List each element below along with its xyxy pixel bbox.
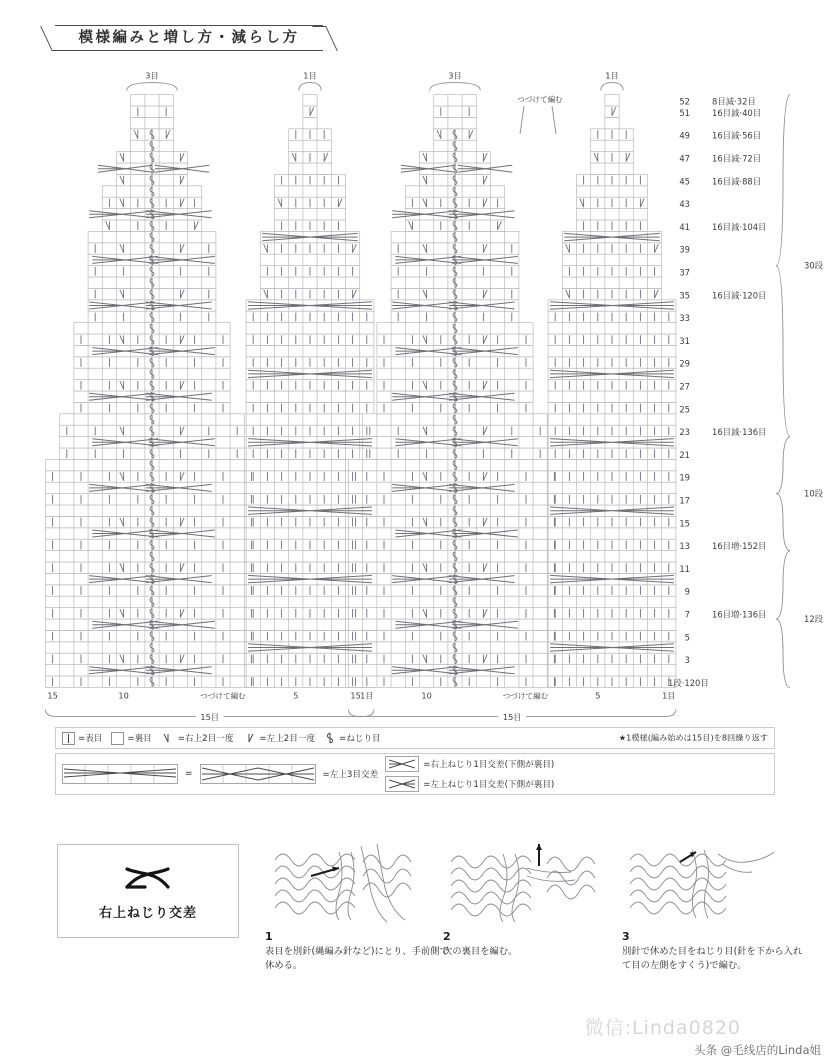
step2-number: 2: [443, 930, 451, 943]
svg-text:1目: 1目: [605, 70, 619, 81]
legend-purl-label: =裏目: [127, 734, 152, 744]
legend-basic-symbols: [55, 727, 775, 749]
legend-item-purl: [111, 732, 151, 745]
watermark-ghost: 微信:Linda0820: [584, 1017, 741, 1039]
svg-text:51: 51: [679, 107, 690, 118]
chart-legend: [55, 727, 775, 795]
svg-text:16目減·120目: 16目減·120目: [712, 290, 767, 301]
legend-left-decrease-label: =左上2目一度: [259, 734, 316, 744]
svg-text:49: 49: [679, 130, 690, 141]
legend-item-right-decrease: [161, 731, 234, 745]
svg-text:16目減·72目: 16目減·72目: [712, 153, 762, 164]
left-over-twist-cross-icon: [385, 776, 419, 792]
cable-cross-wide-icon: [62, 764, 178, 784]
svg-text:47: 47: [679, 153, 690, 164]
twisted-stitch-icon: [324, 731, 336, 745]
svg-text:13: 13: [679, 541, 690, 552]
cable-cross-3over3-icon: [200, 764, 316, 784]
pattern-chart: [0, 64, 829, 724]
svg-text:3目: 3目: [448, 70, 462, 81]
legend-left-twist-label: =左上ねじり1目交差(下側が裏目): [423, 780, 555, 790]
title-chevron-left: [55, 25, 65, 51]
watermark-handle: 头条 @毛线店的Linda姐: [694, 1043, 821, 1057]
svg-text:52: 52: [679, 96, 690, 107]
svg-text:1目: 1目: [303, 70, 317, 81]
page-title: [55, 24, 323, 52]
svg-text:41: 41: [679, 221, 690, 232]
right-over-twisted-cross-symbol: [121, 862, 175, 896]
svg-text:16目減·40目: 16目減·40目: [712, 107, 762, 118]
svg-text:15目: 15目: [502, 711, 522, 722]
legend-item-twisted: [324, 731, 381, 745]
step3-illustration: [622, 838, 808, 924]
svg-text:つづけて編む: つづけて編む: [517, 95, 563, 104]
svg-text:10: 10: [421, 690, 432, 701]
svg-text:17: 17: [679, 495, 690, 506]
svg-text:つづけて編む: つづけて編む: [200, 691, 246, 701]
step2-illustration: [443, 838, 625, 924]
svg-text:19: 19: [679, 472, 690, 483]
svg-text:7: 7: [684, 609, 690, 620]
svg-text:16目減·104目: 16目減·104目: [712, 221, 767, 232]
legend-star-note: ★1模様(編み始めは15目)を8回繰り返す: [618, 732, 768, 743]
svg-text:15: 15: [350, 690, 361, 701]
svg-text:12段: 12段: [804, 614, 824, 624]
step1-text: 表目を別針(縄編み針など)にとり、手前側で休める。: [265, 946, 449, 972]
step3-number: 3: [622, 930, 630, 943]
svg-text:5: 5: [684, 632, 690, 643]
svg-text:33: 33: [679, 313, 690, 324]
legend-item-left-decrease: [242, 731, 315, 745]
step1-number: 1: [265, 930, 273, 943]
svg-text:9: 9: [684, 586, 690, 597]
legend-equals-sign: =: [185, 769, 193, 779]
legend-right-twist-label: =右上ねじり1目交差(下側が裏目): [423, 760, 555, 770]
svg-text:16目増·152目: 16目増·152目: [712, 541, 767, 552]
svg-text:35: 35: [679, 290, 690, 301]
watermark: [694, 1042, 821, 1058]
svg-text:10: 10: [118, 690, 129, 701]
svg-text:43: 43: [679, 199, 690, 210]
step2-text: 次の裏目を編む。: [443, 946, 518, 957]
knit-stitch-icon: [62, 732, 75, 745]
svg-text:8目減·32目: 8目減·32目: [712, 96, 756, 107]
legend-item-knit: [62, 732, 102, 745]
svg-text:16目減·56目: 16目減·56目: [712, 130, 762, 141]
svg-text:16目減·136目: 16目減·136目: [712, 427, 767, 438]
chart-svg: [0, 64, 829, 724]
svg-text:5: 5: [293, 690, 299, 701]
svg-text:15目: 15目: [200, 711, 220, 722]
svg-text:23: 23: [679, 427, 690, 438]
svg-text:1目: 1目: [360, 690, 374, 701]
purl-stitch-icon: [111, 732, 124, 745]
svg-text:16目減·88目: 16目減·88目: [712, 176, 762, 187]
svg-text:16目増·136目: 16目増·136目: [712, 609, 767, 620]
step1-illustration: [265, 838, 447, 924]
svg-text:37: 37: [679, 267, 690, 278]
legend-knit-label: =表目: [78, 734, 103, 744]
legend-twist-cross-group: [385, 756, 554, 792]
title-text: 模様編みと増し方・減らし方: [78, 29, 300, 46]
svg-text:15: 15: [47, 690, 58, 701]
legend-cross-symbols: [55, 753, 775, 795]
legend-cross3-label: =左上3目交差: [322, 770, 379, 780]
svg-text:30段: 30段: [804, 260, 824, 271]
svg-text:3目: 3目: [145, 70, 159, 81]
svg-text:つづけて編む: つづけて編む: [502, 691, 549, 701]
tutorial-step-1: [265, 838, 451, 974]
tutorial-step-3: [622, 838, 808, 974]
left-slant-decrease-icon: [242, 731, 256, 745]
tutorial-step-2: [443, 838, 629, 959]
legend-right-twist-row: [385, 756, 554, 772]
right-slant-decrease-icon: [161, 731, 175, 745]
tutorial-symbol-label: 右上ねじり交差: [98, 905, 197, 921]
step3-text: 別針で休めた目をねじり目(針を下から入れて目の左側をすくう)で編む。: [622, 946, 803, 972]
legend-right-decrease-label: =右上2目一度: [177, 734, 234, 744]
tutorial-section: [0, 838, 829, 1038]
legend-twisted-label: =ねじり目: [339, 734, 381, 744]
svg-text:3: 3: [684, 655, 690, 666]
svg-text:39: 39: [679, 244, 690, 255]
svg-text:45: 45: [679, 176, 690, 187]
svg-text:11: 11: [679, 563, 690, 574]
svg-text:10段: 10段: [804, 488, 824, 499]
svg-text:5: 5: [595, 690, 601, 701]
svg-text:21: 21: [679, 449, 690, 460]
svg-text:1段·120目: 1段·120目: [668, 677, 709, 688]
svg-text:15: 15: [679, 518, 690, 529]
svg-text:27: 27: [679, 381, 690, 392]
svg-text:25: 25: [679, 404, 690, 415]
title-box: [65, 25, 314, 51]
svg-text:29: 29: [679, 358, 690, 369]
svg-text:31: 31: [679, 335, 690, 346]
tutorial-symbol-box: [57, 844, 239, 938]
legend-left-twist-row: [385, 776, 554, 792]
svg-text:1目: 1目: [662, 690, 676, 701]
title-chevron-right: [314, 25, 324, 51]
right-over-twist-cross-icon: [385, 756, 419, 772]
